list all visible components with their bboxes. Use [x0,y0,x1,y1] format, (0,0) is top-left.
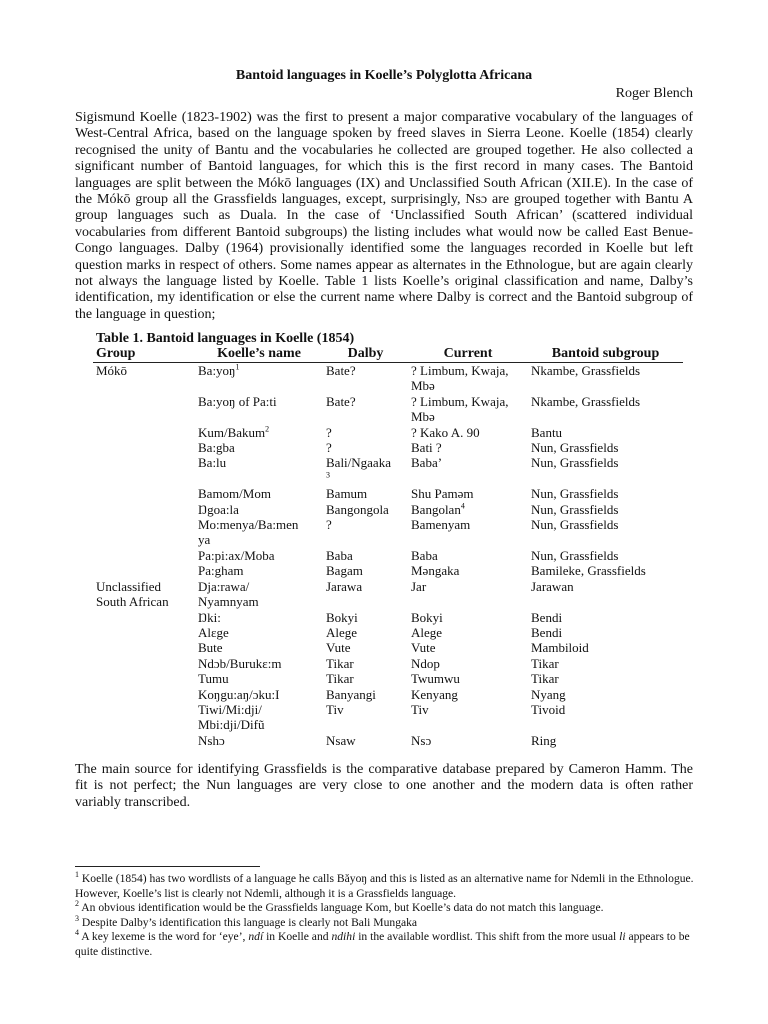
cell-dalby-text: Nsaw [326,732,356,748]
table-row [93,455,683,486]
table-row [93,702,683,733]
cell-subgroup [528,548,683,563]
cell-dalby-text: Bamum [326,486,368,502]
line-text: identification, my identification or else the current name where Dalby is correct and the Bantoid subgroup of [75,290,693,306]
cell-current-text: Nsɔ [411,732,432,748]
cell-dalby [323,486,408,501]
cell-current [408,625,528,640]
line-text: West-Central Africa, based on the language spoken by freed slaves in Sierra Leone. Koelle (1854) clearly [75,126,693,142]
cell-name [195,610,323,625]
cell-subgroup-text: Nun, Grassfields [531,486,619,502]
cell-subgroup-text: Nun, Grassfields [531,547,619,563]
cell-group [93,363,195,394]
cell-group [93,702,195,733]
cell-subgroup [528,486,683,501]
cell-dalby-text: ? [326,440,332,456]
footnote-number: 3 [75,913,79,923]
cell-current-text: Bati ? [411,440,442,456]
cell-dalby [323,625,408,640]
table-header-row [93,346,683,363]
cell-subgroup-text: Jarawan [531,578,574,594]
cell-current [408,733,528,748]
cell-dalby-text: Bangongola [326,501,389,517]
cell-subgroup-text: Tikar [531,671,559,687]
line-text: the Mókō group all the Grassfields languages, except, surprisingly, Nsɔ are grouped together with Bantu A [75,192,693,208]
cell-name-text: Dja:rawa/ Nyamnyam [198,578,259,610]
cell-dalby [323,671,408,686]
cell-current [408,548,528,563]
cell-subgroup [528,394,683,425]
cell-name [195,687,323,702]
cell-name-text: Mo:menya/Ba:men ya [198,517,299,548]
cell-dalby-text: Tikar [326,655,354,671]
cell-current [408,610,528,625]
cell-name-text: Bamom/Mom [198,486,271,502]
table-row [93,579,683,610]
cell-dalby [323,502,408,517]
cell-subgroup [528,440,683,455]
cell-subgroup-text: Bendi [531,624,563,640]
footnote [75,901,695,916]
footnote-ref: 3 [326,470,330,480]
paragraph-line [75,225,693,241]
cell-name [195,702,323,733]
footnotes [75,872,695,959]
table-row [93,363,683,394]
footnote-number: 1 [75,870,79,880]
table-row [93,671,683,686]
cell-dalby-text: Bate? [326,363,356,378]
cell-dalby-text: ? [326,424,332,440]
cell-dalby-text: Bagam [326,563,363,579]
cell-name [195,563,323,578]
cell-group [93,610,195,625]
cell-name-text: Ŋgoa:la [198,501,239,517]
cell-subgroup-text: Ring [531,732,557,748]
cell-current [408,671,528,686]
cell-name-text: Tiwi/Mi:dji/ Mbi:dji/Difũ [198,701,265,733]
cell-dalby-text: Banyangi [326,686,376,702]
line-text: recognised the unity of Bantu and the vocabularies he collected are grouped together. He also collected a [75,142,693,158]
paragraph-line [75,290,693,306]
cell-subgroup-text: Nkambe, Grassfields [531,363,641,378]
header-current: Current [408,346,528,363]
cell-current-text: Tiv [411,701,429,717]
line-text: languages are split between the Mókō languages (IX) and Unclassified South African (XII.E). In the case of [75,175,693,191]
cell-group [93,517,195,548]
footnote-text: in the available wordlist. This shift from the more usual [355,930,620,943]
line-text: fit is not perfect; the Nun languages are very close to one another and the modern data is often rather [75,778,693,794]
line-text: variably transcribed. [75,794,191,810]
line-text: not always the language listed by Koelle. Table 1 lists Koelle’s original classification and name, Dalby’s [75,274,693,290]
cell-subgroup-text: Bendi [531,609,563,625]
cell-current-text: ? Limbum, Kwaja, Mbə [411,393,509,425]
footnote-ref: 4 [460,501,465,511]
cell-group [93,486,195,501]
cell-name [195,733,323,748]
paragraph-line [75,762,693,778]
cell-subgroup [528,625,683,640]
cell-name [195,640,323,655]
cell-current-text: Vute [411,640,436,656]
cell-current [408,425,528,440]
paragraph-line [75,258,693,274]
cell-name-text: Nshɔ [198,732,225,748]
paragraph-line [75,159,693,175]
cell-subgroup-text: Nun, Grassfields [531,517,619,533]
cell-subgroup [528,671,683,686]
cell-subgroup-text: Bantu [531,424,563,440]
intro-paragraph [75,110,693,323]
cell-subgroup [528,702,683,733]
cell-name-text: Ba:yoŋ [198,363,236,378]
cell-current-text: Ndop [411,655,440,671]
cell-subgroup [528,579,683,610]
footnote-number: 4 [75,928,79,938]
cell-current [408,687,528,702]
footnote-number: 2 [75,899,79,909]
document-title: Bantoid languages in Koelle’s Polyglotta Africana [235,68,533,83]
cell-subgroup [528,425,683,440]
cell-group [93,502,195,517]
cell-dalby [323,517,408,548]
cell-current-text: Məngaka [411,563,460,579]
cell-name [195,425,323,440]
cell-current-text: Alege [411,624,443,640]
cell-group [93,455,195,486]
cell-subgroup [528,563,683,578]
table-row [93,656,683,671]
cell-subgroup [528,517,683,548]
cell-current [408,517,528,548]
cell-dalby [323,579,408,610]
cell-subgroup-text: Nun, Grassfields [531,501,619,517]
cell-dalby-text: Vute [326,640,351,656]
cell-dalby [323,610,408,625]
paragraph-line [75,274,693,290]
cell-subgroup-text: Nkambe, Grassfields [531,393,641,409]
cell-current [408,640,528,655]
cell-group [93,625,195,640]
footnote-text: Despite Dalby’s identification this language is clearly not Bali Mungaka [81,915,418,929]
cell-group [93,671,195,686]
cell-current [408,702,528,733]
cell-subgroup-text: Tivoid [531,701,566,717]
line-text: vocabularies from different Bantoid subgroups) the listing includes what would now be called East Benue- [75,224,693,240]
cell-subgroup-text: Tikar [531,655,559,671]
cell-dalby [323,548,408,563]
header-group: Group [93,346,195,363]
cell-dalby [323,687,408,702]
cell-subgroup [528,640,683,655]
cell-dalby [323,363,408,394]
paragraph-line [75,176,693,192]
cell-name-text: Ndɔb/Burukɛ:m [198,655,282,671]
footnote [75,872,695,901]
table-row [93,394,683,425]
footnote-text: Koelle (1854) has two wordlists of a language he calls Bǎyoŋ and this is listed as an alternative name for Ndemli in the Ethnologue. However, Koelle’s list is clearly not Ndemli, although it is a Grassfields language. [75,872,694,900]
cell-subgroup-text: Bamileke, Grassfields [531,563,646,579]
footnote-ref: 1 [235,362,240,372]
cell-subgroup-text: Mambiloid [531,640,589,656]
cell-dalby [323,656,408,671]
cell-dalby-text: Bali/Ngaaka [326,455,391,471]
cell-dalby [323,440,408,455]
cell-group [93,394,195,425]
cell-name [195,502,323,517]
cell-name-text: Pa:gham [198,563,244,579]
table-row [93,440,683,455]
line-text: The main source for identifying Grassfields is the comparative database prepared by Cameron Hamm. The [75,762,693,777]
line-text: the language in question; [75,306,216,322]
cell-name [195,656,323,671]
cell-dalby [323,455,408,486]
footnote-text: li [619,930,626,943]
cell-name-text: Koŋgu:aŋ/ɔku:I [198,686,280,702]
cell-group [93,656,195,671]
table-row [93,563,683,578]
cell-current [408,455,528,486]
cell-group [93,640,195,655]
cell-name [195,548,323,563]
line-text: significant number of Bantoid languages, for which this is the first record in many cases. The Bantoid [75,159,693,175]
cell-name-text: Ba:lu [198,455,227,471]
cell-name-text: Ŋki: [198,609,221,625]
cell-dalby [323,425,408,440]
author: Roger Blench [615,86,693,101]
cell-dalby-text: Bate? [326,393,356,409]
cell-group [93,440,195,455]
cell-group [93,733,195,748]
cell-dalby [323,394,408,425]
table-row [93,733,683,748]
cell-name [195,579,323,610]
cell-group-text: Mókō [96,363,128,378]
cell-subgroup-text: Nun, Grassfields [531,455,619,471]
cell-group [93,687,195,702]
cell-dalby-text: Tikar [326,671,354,687]
table-row [93,502,683,517]
table-row [93,687,683,702]
cell-current [408,579,528,610]
footnote-text: ndihi [331,930,356,943]
table-row [93,640,683,655]
cell-dalby-text: Alege [326,624,358,640]
cell-group [93,563,195,578]
header-subgroup: Bantoid subgroup [528,346,683,363]
cell-dalby [323,733,408,748]
cell-name-text: Bute [198,640,223,656]
cell-subgroup [528,455,683,486]
cell-subgroup-text: Nun, Grassfields [531,440,619,456]
footnote [75,930,695,959]
cell-subgroup-text: Nyang [531,686,566,702]
cell-subgroup [528,656,683,671]
cell-group-text: Unclassified South African [96,578,169,610]
closing-paragraph [75,762,693,811]
header-koelle-name: Koelle’s name [195,346,323,363]
cell-name [195,625,323,640]
cell-current-text: Baba’ [411,455,443,471]
footnote-text: A key lexeme is the word for ‘eye’, [81,930,249,943]
cell-subgroup [528,687,683,702]
cell-name [195,440,323,455]
cell-current-text: Shu Paməm [411,486,474,502]
paragraph-line [75,795,693,811]
table-row [93,548,683,563]
line-text: Sigismund Koelle (1823-1902) was the first to present a major comparative vocabulary of the languages of [75,110,693,125]
line-text: group languages such as Duala. In the case of ‘Unclassified South African’ (scattered individual [75,208,693,224]
cell-dalby [323,640,408,655]
bantoid-languages-table [93,346,683,748]
cell-current-text: Kenyang [411,686,458,702]
cell-name-text: Alɛge [198,624,229,640]
cell-name-text: Pa:pi:ax/Moba [198,547,275,563]
paragraph-line [75,143,693,159]
line-text: question marks in respect of others. Some names appear as alternates in the Ethnologue, but are again clearly [75,257,693,273]
paragraph-line [75,192,693,208]
table-row [93,486,683,501]
cell-current-text: ? Kako A. 90 [411,424,480,440]
paragraph-line [75,126,693,142]
paragraph-line [75,778,693,794]
cell-current-text: Bamenyam [411,517,471,533]
table-row [93,517,683,548]
header-dalby: Dalby [323,346,408,363]
footnote-divider [75,866,260,867]
cell-dalby-text: Jarawa [326,578,363,594]
cell-name [195,517,323,548]
cell-subgroup [528,363,683,394]
cell-dalby-text: ? [326,517,332,533]
cell-name [195,455,323,486]
footnote-text: ndí [248,930,264,943]
cell-current-text: Bangolan [411,501,461,517]
footnote-text: appears to be quite distinctive. [75,930,690,958]
cell-name-text: Tumu [198,671,229,687]
table-row [93,625,683,640]
cell-dalby [323,702,408,733]
table-caption: Table 1. Bantoid languages in Koelle (1854) [96,331,355,346]
cell-current-text: Twumwu [411,671,460,687]
cell-current [408,486,528,501]
paragraph-line [75,208,693,224]
cell-group [93,548,195,563]
cell-current [408,656,528,671]
cell-group [93,425,195,440]
paragraph-line [75,110,693,126]
paragraph-line [75,307,693,323]
cell-subgroup [528,733,683,748]
cell-subgroup [528,610,683,625]
cell-dalby-text: Tiv [326,701,344,717]
paragraph-line [75,241,693,257]
cell-current-text: ? Limbum, Kwaja, Mbə [411,363,509,394]
cell-current-text: Jar [411,578,427,594]
cell-name-text: Ba:yoŋ of Pa:ti [198,393,277,409]
cell-current [408,502,528,517]
cell-name-text: Kum/Bakum [198,424,266,440]
cell-name-text: Ba:gba [198,440,235,456]
cell-subgroup [528,502,683,517]
cell-current-text: Baba [411,547,438,563]
cell-current [408,394,528,425]
footnote [75,913,695,931]
cell-current [408,563,528,578]
line-text: Congo languages. Dalby (1964) provisionally identified some the languages recorded in Koelle but left [75,241,693,257]
cell-name [195,363,323,394]
table-row [93,610,683,625]
footnote-text: An obvious identification would be the Grassfields language Kom, but Koelle’s data do not match this language. [81,901,604,914]
cell-name [195,671,323,686]
cell-current [408,440,528,455]
cell-current-text: Bokyi [411,609,443,625]
cell-current [408,363,528,394]
cell-dalby-text: Bokyi [326,609,358,625]
cell-group [93,579,195,610]
footnote-ref: 2 [265,424,270,434]
cell-dalby [323,563,408,578]
cell-name [195,486,323,501]
cell-name [195,394,323,425]
footnote-text: in Koelle and [263,930,332,943]
table-row [93,425,683,440]
cell-dalby-text: Baba [326,547,353,563]
